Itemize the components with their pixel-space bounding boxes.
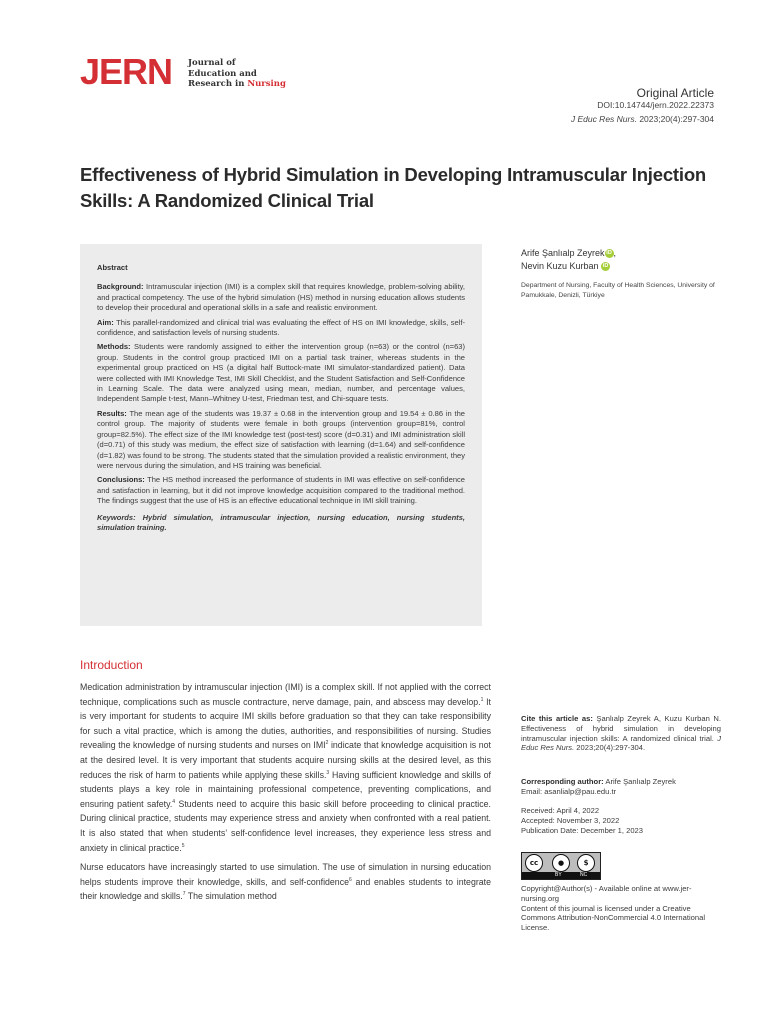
cite-label: Cite this article as: bbox=[521, 714, 593, 723]
article-type: Original Article bbox=[636, 86, 714, 100]
article-dates bbox=[521, 806, 721, 835]
citation-ref[interactable]: 6 bbox=[349, 876, 352, 883]
logo-mark: JERN bbox=[80, 51, 173, 92]
copyright-notice bbox=[521, 884, 721, 933]
intro-text: Having sufficient knowledge and skills of students plays a key role in maintaining professional competence, preventing complications, and ensuring patient safety. bbox=[80, 769, 491, 809]
conclusions-label: Conclusions: bbox=[97, 475, 145, 485]
accepted-date: Accepted: November 3, 2022 bbox=[521, 815, 620, 825]
author-1-suffix: , bbox=[613, 248, 617, 258]
intro-text: Nurse educators have increasingly started to use simulation. The use of simulation in nursing education helps students improve their knowledge, skills, and self-confidence bbox=[80, 862, 491, 887]
methods-label: Methods: bbox=[97, 342, 131, 352]
aim-text: This parallel-randomized and clinical trial was evaluating the effect of HS on IMI knowledge, skills, self-confidence, and satisfaction levels of nursing students. bbox=[97, 317, 465, 338]
journal-citation bbox=[571, 114, 714, 124]
intro-text: and enables students to integrate their knowledge and skills. bbox=[80, 876, 491, 902]
orcid-icon[interactable]: iD bbox=[606, 250, 612, 257]
logo-line-3 bbox=[188, 79, 286, 90]
logo-line-2: Education and bbox=[188, 68, 257, 79]
author-1-name: Arife Şanlıalp Zeyrek bbox=[521, 248, 605, 258]
introduction-body bbox=[80, 680, 491, 909]
abstract-content bbox=[97, 263, 465, 537]
abstract-box bbox=[80, 244, 482, 626]
orcid-icon[interactable]: iD bbox=[602, 262, 609, 269]
doi-link[interactable]: DOI:10.14744/jern.2022.22373 bbox=[597, 100, 714, 110]
citation-ref[interactable]: 7 bbox=[182, 891, 186, 898]
intro-text: The simulation method bbox=[185, 891, 277, 902]
abstract-aim bbox=[97, 318, 465, 339]
author-2 bbox=[521, 260, 616, 273]
methods-text: Students were randomly assigned to either the intervention group (n=63) or the control (n=63) group. Students in the control group practiced IMI on a partial task trainer, whereas students in the experimental group practiced on HS (a digital half Buttock-mate IMI simulator-standardized patient). Data were collected with IMI Knowledge Test, IMI Skill Checklist, and the Student Satisfaction and Self-Confidence in Learning Scale. The data were analyzed using mean, median, number, and percentage values, Independent Sample t-test, Mann–Whitney U-test, Friedman test, and Chi-square tests. bbox=[97, 342, 465, 404]
aim-label: Aim: bbox=[97, 317, 114, 327]
logo-line-3-accent: Nursing bbox=[247, 79, 286, 89]
author-1 bbox=[521, 247, 616, 260]
abstract-methods bbox=[97, 342, 465, 404]
cc-badge-top bbox=[522, 853, 600, 872]
citation-ref[interactable]: 2 bbox=[325, 740, 329, 747]
logo-text bbox=[188, 58, 286, 90]
background-text: Intramuscular injection (IMI) is a complex skill that requires knowledge, problem-solving ability, and practical competency. The use of the hybrid simulation (HS) method in nursing education allows students to develop their procedural and operational skills in a safe and realistic environment. bbox=[97, 282, 465, 313]
corr-label: Corresponding author: bbox=[521, 777, 604, 786]
logo-line-1: Journal of bbox=[188, 58, 236, 68]
cc-nc-label: NC bbox=[580, 872, 588, 878]
corr-name: Arife Şanlıalp Zeyrek bbox=[603, 777, 676, 786]
corresponding-author bbox=[521, 777, 721, 797]
noncommercial-icon: $ bbox=[577, 854, 595, 872]
cite-text: Şanlıalp Zeyrek A, Kuzu Kurban N. Effectiveness of hybrid simulation in developing intramuscular injection skills: A randomized clinical trial. bbox=[521, 714, 722, 743]
results-label: Results: bbox=[97, 408, 127, 418]
citation-ref[interactable]: 3 bbox=[326, 769, 330, 776]
published-date: Publication Date: December 1, 2023 bbox=[521, 825, 643, 835]
citation-ref[interactable]: 5 bbox=[181, 842, 185, 849]
intro-paragraph-1 bbox=[80, 680, 491, 855]
intro-text: Students need to acquire this basic skill before proceeding to clinical practice. During clinical practice, students may experience stress and anxiety when confronted with a real patient. It is also stated that when students’ self-confidence level increases, they experience less stress and anxiety in clinical practice. bbox=[80, 798, 491, 853]
cite-volume: 2023;20(4):297-304. bbox=[574, 743, 646, 753]
received-date: Received: April 4, 2022 bbox=[521, 806, 600, 815]
cc-by-label: BY bbox=[555, 872, 562, 878]
journal-abbrev: J Educ Res Nurs. bbox=[570, 114, 637, 124]
introduction-heading: Introduction bbox=[80, 658, 143, 672]
corr-email[interactable]: Email: asanlialp@pau.edu.tr bbox=[521, 786, 617, 796]
copyright-line-1: Copyright@Author(s) - Available online at www.jer-nursing.org bbox=[521, 884, 692, 903]
intro-text: Medication administration by intramuscular injection (IMI) is a complex skill. If not applied with the correct technique, complications such as muscle contracture, nerve damage, pain, and abscess may develop. bbox=[80, 682, 491, 707]
conclusions-text: The HS method increased the performance of students in IMI was effective on self-confidence and satisfaction in learning, but it did not improve knowledge acquisition compared to the traditional method. The findings suggest that the use of HS is an effective educational technique in IMI skill training. bbox=[97, 475, 465, 506]
copyright-line-2: Content of this journal is licensed under a Creative Commons Attribution-NonCommercial 4.0 International License. bbox=[521, 903, 706, 933]
journal-volume: 2023;20(4):297-304 bbox=[636, 114, 714, 124]
corr-line bbox=[521, 777, 721, 787]
cc-license-badge[interactable] bbox=[521, 852, 601, 880]
abstract-results bbox=[97, 409, 465, 471]
article-title: Effectiveness of Hybrid Simulation in Developing Intramuscular Injection Skills: A Randomized Clinical Trial bbox=[80, 164, 707, 211]
abstract-background bbox=[97, 282, 465, 313]
cc-badge-labels bbox=[522, 872, 600, 879]
cite-this-article bbox=[521, 714, 721, 753]
cite-journal: J Educ Res Nurs. bbox=[521, 733, 721, 753]
intro-text: indicate that knowledge acquisition is not at the desired level. It is very important that students acquire nursing skills at the desired level, as this reduces the risk of harm to patients while applying these skills. bbox=[80, 740, 491, 780]
citation-ref[interactable]: 4 bbox=[172, 798, 176, 805]
abstract-conclusions bbox=[97, 475, 465, 506]
abstract-heading: Abstract bbox=[97, 263, 128, 272]
author-affiliation: Department of Nursing, Faculty of Health Sciences, University of Pamukkale, Denizli, Türkiye bbox=[521, 282, 715, 299]
intro-paragraph-2 bbox=[80, 860, 491, 904]
intro-text: It is very important for students to acquire IMI skills before graduation so that they can take responsibility for such a vital practice, which is among the duties, authorities, and responsibilities of nursing. Studies revealing the knowledge of nursing students and nurses on IMI bbox=[80, 696, 491, 751]
author-list bbox=[521, 247, 616, 272]
results-text: The mean age of the students was 19.37 ± 0.68 in the intervention group and 19.54 ± 0.86 in the control group. The majority of students were female in both groups (intervention group=81%, control group=82.5%). The effect size of the IMI knowledge test (post-test) score (d=0.31) and IMI administration skill (d=0.71) of this study was medium, the effect size of satisfaction with learning (d=1.64) and self-confidence (d=1.82) was found to be strong. The students stated that the simulation provided a realistic environment, they were nervous during the simulation, and HS training was beneficial. bbox=[97, 408, 465, 470]
abstract-keywords: Keywords: Hybrid simulation, intramuscular injection, nursing education, nursing students, simulation training. bbox=[97, 512, 465, 532]
citation-ref[interactable]: 1 bbox=[480, 696, 484, 703]
background-label: Background: bbox=[97, 282, 144, 292]
attribution-person-icon: ● bbox=[552, 854, 570, 872]
author-2-name: Nevin Kuzu Kurban bbox=[521, 260, 599, 271]
cc-icon: cc bbox=[525, 854, 543, 872]
logo-line-3-prefix: Research in bbox=[188, 79, 248, 89]
